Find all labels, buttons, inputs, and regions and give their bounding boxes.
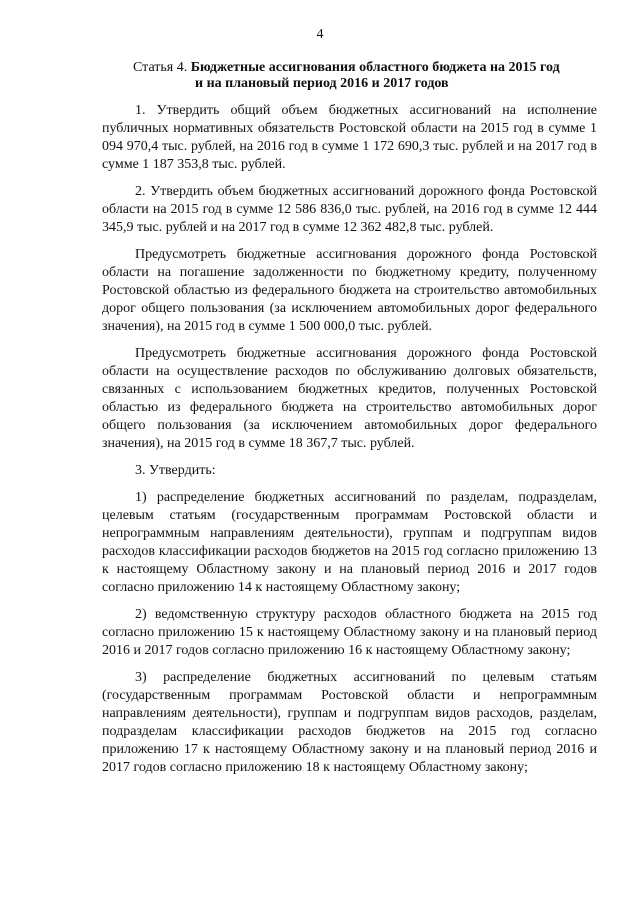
- paragraph-1: 1. Утвердить общий объем бюджетных ассигнований на исполнение публичных нормативных обязательств Ростовской области на 2015 год в сумме 1 094 970,4 тыс. рублей, на 2016 год в сумме 1 172 690,3 тыс. рублей и на 2017 год в сумме 1 187 353,8 тыс. рублей.: [102, 103, 597, 172]
- page-number: 4: [316, 27, 324, 42]
- paragraph-2: 2. Утвердить объем бюджетных ассигнований дорожного фонда Ростовской области на 2015 год в сумме 12 586 836,0 тыс. рублей, на 2016 год в сумме 12 444 345,9 тыс. рублей и на 2017 год в сумме 12 362 482,8 тыс. рублей.: [102, 184, 597, 235]
- article-title-line2: и на плановый период 2016 и 2017 годов: [195, 76, 449, 91]
- paragraph-3: Предусмотреть бюджетные ассигнования дорожного фонда Ростовской области на погашение задолженности по бюджетному кредиту, полученному Ростовской областью из федерального бюджета на строительство автомобильных дорог общего пользования (за исключением автомобильных дорог федерального значения), на 2015 год в сумме 1 500 000,0 тыс. рублей.: [102, 247, 597, 334]
- article-title-line1: Бюджетные ассигнования областного бюджета на 2015 год: [190, 60, 560, 75]
- article-heading: [133, 60, 603, 92]
- paragraph-7: 2) ведомственную структуру расходов областного бюджета на 2015 год согласно приложению 15 к настоящему Областному закону и на плановый период 2016 и 2017 годов согласно приложению 16 к настоящему Областному закону;: [102, 607, 597, 658]
- paragraph-5: 3. Утвердить:: [135, 463, 216, 478]
- paragraph-6: 1) распределение бюджетных ассигнований по разделам, подразделам, целевым статьям (государственным программам Ростовской области и непрограммным направлениям деятельности), группам и подгруппам видов расходов классификации расходов бюджетов на 2015 год согласно приложению 13 к настоящему Областному закону и на плановый период 2016 и 2017 годов согласно приложению 14 к настоящему Областному закону;: [102, 490, 597, 595]
- paragraph-4: Предусмотреть бюджетные ассигнования дорожного фонда Ростовской области на осуществление расходов по обслуживанию долговых обязательств, связанных с использованием бюджетных кредитов, полученных Ростовской областью из федерального бюджета на строительство автомобильных дорог общего пользования (за исключением автомобильных дорог федерального значения), на 2015 год в сумме 18 367,7 тыс. рублей.: [102, 346, 597, 451]
- paragraph-8: 3) распределение бюджетных ассигнований по целевым статьям (государственным программам Ростовской области и непрограммным направлениям деятельности), группам и подгруппам видов расходов, разделам, подразделам классификации расходов бюджетов на 2015 год согласно приложению 17 к настоящему Областному закону и на плановый период 2016 и 2017 годов согласно приложению 18 к настоящему Областному закону;: [102, 670, 597, 775]
- article-label: Статья 4.: [133, 60, 188, 75]
- article-body: [102, 102, 597, 786]
